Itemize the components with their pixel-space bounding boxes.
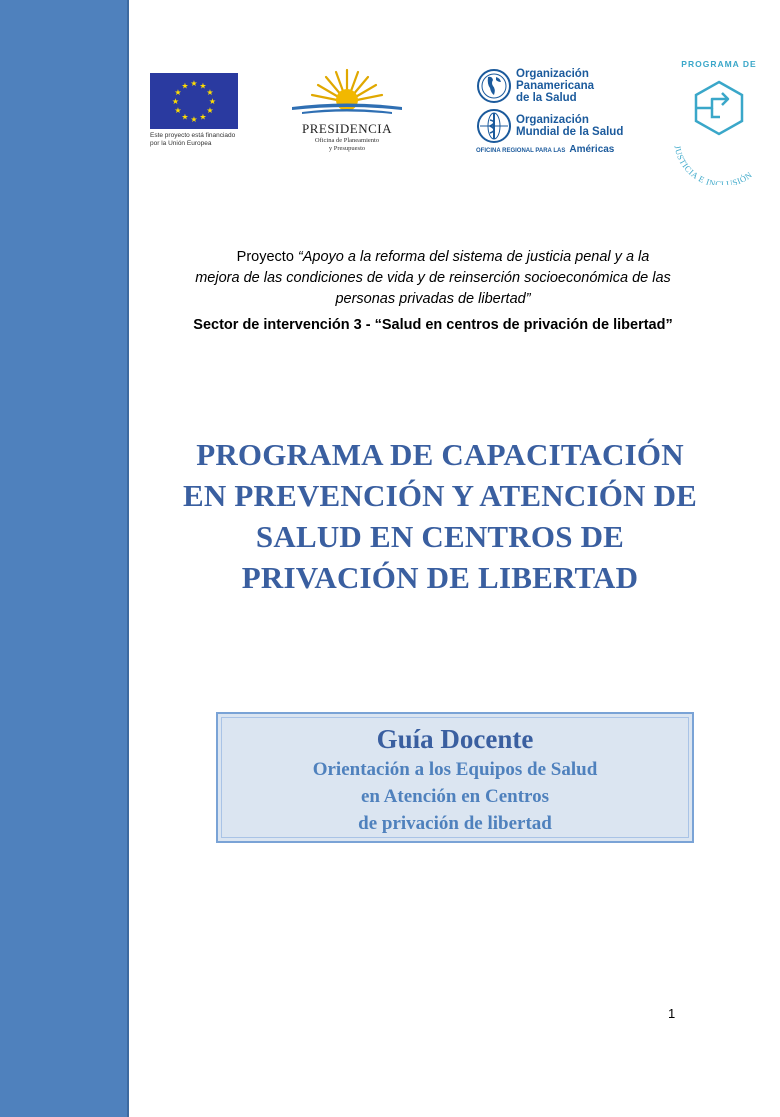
- eu-caption-line2: por la Unión Europea: [150, 140, 212, 147]
- svg-text:JUSTICIA E INCLUSIÓN: [672, 145, 754, 185]
- ops-name: [516, 68, 594, 104]
- svg-text:★: ★: [190, 115, 198, 124]
- svg-text:★: ★: [206, 106, 214, 115]
- svg-text:★: ★: [190, 79, 198, 88]
- svg-text:★: ★: [199, 112, 207, 122]
- ops-line1: Organización: [516, 68, 589, 80]
- presidencia-name: PRESIDENCIA: [301, 121, 392, 136]
- left-color-bar-edge: [127, 0, 129, 1117]
- ops-line3: de la Salud: [516, 92, 577, 104]
- project-line2: mejora de las condiciones de vida y de reinserción socioeconómica de las: [195, 270, 671, 286]
- guide-title: Guía Docente: [376, 724, 534, 754]
- sun-icon: [288, 66, 406, 116]
- who-emblem-icon: [476, 108, 512, 144]
- left-color-bar: [0, 0, 127, 1117]
- hexagon-arrow-icon: [696, 82, 742, 134]
- presidencia-sub-line1: Oficina de Planeamiento: [314, 137, 380, 144]
- sector-line: Sector de intervención 3 - “Salud en centros de privación de libertad”: [193, 317, 673, 333]
- ops-regional-label: OFICINA REGIONAL PARA LAS: [476, 148, 566, 154]
- eu-logo: [150, 73, 240, 148]
- svg-text:★: ★: [206, 88, 214, 97]
- svg-text:★: ★: [199, 81, 207, 91]
- ops-row: [476, 68, 626, 104]
- main-title: [150, 434, 730, 598]
- guide-box: [216, 712, 694, 843]
- project-line1-italic: “Apoyo a la reforma del sistema de justicia penal y a la: [297, 249, 650, 265]
- presidencia-sub-line2: y Presupuesto: [328, 145, 366, 152]
- project-line3: personas privadas de libertad”: [335, 291, 531, 307]
- project-prefix: Proyecto: [236, 249, 298, 265]
- guide-subtitle-line2: en Atención en Centros: [360, 786, 550, 807]
- svg-text:★: ★: [174, 88, 182, 97]
- oms-name: [516, 114, 623, 138]
- project-line1: [160, 247, 706, 268]
- main-title-line3: SALUD EN CENTROS DE: [255, 519, 625, 554]
- guide-box-inner-border: [221, 717, 689, 838]
- ops-line2: Panamericana: [516, 80, 594, 92]
- eu-caption-line1: Este proyecto está financiado: [150, 132, 236, 139]
- pji-arc-text: JUSTICIA E INCLUSIÓN: [672, 144, 755, 185]
- ops-globe-icon: [476, 68, 512, 104]
- svg-text:★: ★: [181, 112, 189, 122]
- eu-caption: [150, 132, 240, 148]
- project-description: [160, 247, 706, 310]
- ops-regional: [476, 144, 626, 155]
- oms-line2: Mundial de la Salud: [516, 126, 624, 138]
- guide-subtitle-line3: de privación de libertad: [358, 813, 552, 834]
- oms-line1: Organización: [516, 114, 589, 126]
- main-title-line2: EN PREVENCIÓN Y ATENCIÓN DE: [182, 478, 698, 513]
- svg-text:★: ★: [208, 97, 217, 106]
- pji-top-text: PROGRAMA DE: [681, 59, 757, 69]
- svg-text:★: ★: [171, 97, 180, 106]
- presidencia-logo: [288, 66, 406, 153]
- oms-row: [476, 108, 626, 144]
- svg-text:★: ★: [174, 106, 182, 115]
- main-title-line1: PROGRAMA DE CAPACITACIÓN: [196, 437, 684, 472]
- eu-flag-icon: [150, 73, 238, 129]
- ops-oms-logo: [476, 68, 626, 155]
- justicia-inclusion-logo: [660, 55, 778, 185]
- guide-subtitle-line1: Orientación a los Equipos de Salud: [312, 759, 598, 780]
- page-number: 1: [668, 1006, 676, 1021]
- main-title-line4: PRIVACIÓN DE LIBERTAD: [241, 560, 639, 595]
- svg-text:★: ★: [181, 81, 189, 91]
- ops-americas: Américas: [569, 144, 615, 155]
